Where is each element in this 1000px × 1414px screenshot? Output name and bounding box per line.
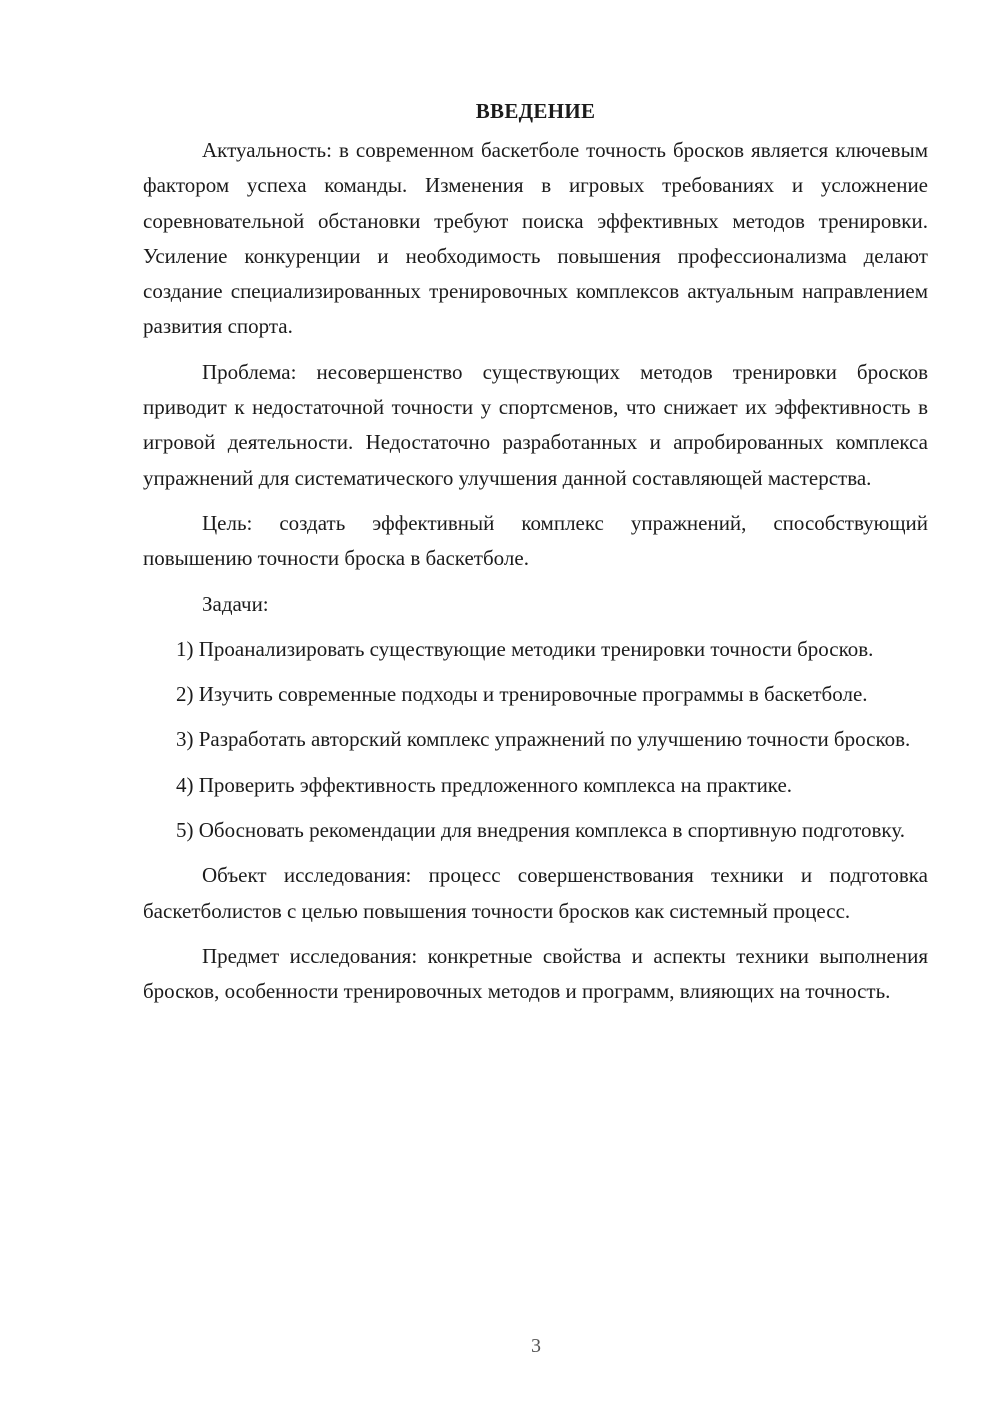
page-title: ВВЕДЕНИЕ	[475, 99, 596, 123]
document-body	[143, 94, 928, 1020]
task-item-2: 2) Изучить современные подходы и тренировочные программы в баскетболе.	[176, 682, 868, 707]
paragraph-problem: Проблема: несовершенство существующих методов тренировки бросков приводит к недостаточной точности у спортсменов, что снижает их эффективность в игровой деятельности. Недостаточно разработанных и апробированных комплекса упражнений для систематического улучшения данной составляющей мастерства.	[143, 359, 928, 490]
tasks-heading: Задачи:	[202, 591, 269, 616]
task-item-3: 3) Разработать авторский комплекс упражнений по улучшению точности бросков.	[176, 727, 911, 752]
paragraph-relevance: Актуальность: в современном баскетболе точность бросков является ключевым фактором успеха команды. Изменения в игровых требованиях и усложнение соревновательной обстановки требуют поиска эффективных методов тренировки. Усиление конкуренции и необходимость повышения профессионализма делают создание специализированных тренировочных комплексов актуальным направлением развития спорта.	[143, 138, 928, 339]
paragraph-goal: Цель: создать эффективный комплекс упражнений, способствующий повышению точности броска в баскетболе.	[143, 510, 928, 571]
task-item-1: 1) Проанализировать существующие методики тренировки точности бросков.	[176, 636, 874, 661]
task-item-4: 4) Проверить эффективность предложенного комплекса на практике.	[176, 772, 793, 797]
paragraph-subject: Предмет исследования: конкретные свойства и аспекты техники выполнения бросков, особенности тренировочных методов и программ, влияющих на точность.	[143, 943, 928, 1004]
task-item-5: 5) Обосновать рекомендации для внедрения комплекса в спортивную подготовку.	[176, 818, 905, 843]
paragraph-object: Объект исследования: процесс совершенствования техники и подготовка баскетболистов с целью повышения точности бросков как системный процесс.	[143, 863, 928, 923]
page-number: 3	[531, 1335, 541, 1357]
